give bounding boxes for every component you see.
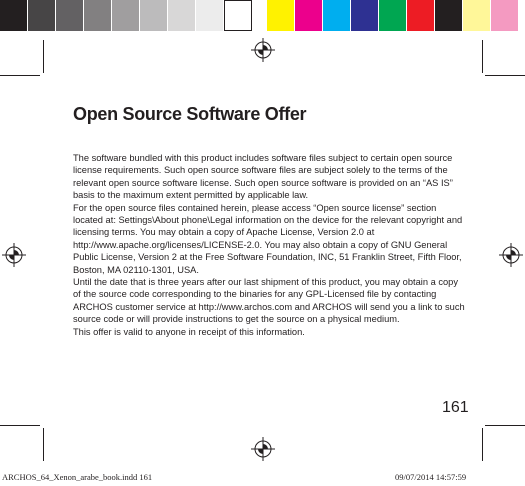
gray-swatch-4 [84,0,112,31]
process-color-bar [267,0,519,31]
paragraph-source-code-offer: Until the date that is three years after our last shipment of this product, you may obtain a copy of the source code corresponding to the binaries for any GPL-Licensed file by contacting ARCHOS customer service at http://www.archos.com and ARCHOS will send you a link to such source code or will provide instructions to get the source on a physical medium. [73,277,465,325]
color-swatch-3 [323,0,351,31]
color-swatch-8 [463,0,491,31]
crop-mark-top-left-h [0,75,40,76]
gray-swatch-9 [224,0,252,31]
paragraph-license-intro: The software bundled with this product includes software files subject to certain open source license requirements. Such open source software files are subject solely to the terms of the relevant open source software license. Such open source software is provided on an “AS IS” basis to the maximum extent permitted by applicable law. [73,153,453,201]
body-text [73,152,465,338]
grayscale-color-bar [0,0,252,31]
registration-mark-top-icon [251,38,275,62]
color-swatch-1 [267,0,295,31]
color-swatch-9 [491,0,519,31]
registration-mark-bottom-icon [251,437,275,461]
page-title: Open Source Software Offer [73,104,307,124]
color-swatch-7 [435,0,463,31]
crop-mark-bottom-right-h [485,425,525,426]
paragraph-license-location: For the open source files contained herein, please access “Open source license” section located at: Settings\About phone\Legal information on the device for the relevant copyright and licensing terms. You may obtain a copy of Apache License, Version 2.0 at http://www.apache.org/licenses/LICENSE-2.0. You may also obtain a copy of GNU General Public License, Version 2 at the Free Software Foundation, INC, 51 Franklin Street, Fifth Floor, Boston, MA 02110-1301, USA. [73,202,463,275]
color-swatch-4 [351,0,379,31]
crop-mark-bottom-left [43,428,44,461]
gray-swatch-5 [112,0,140,31]
registration-mark-left-icon [2,243,26,267]
slug-timestamp: 09/07/2014 14:57:59 [395,472,467,482]
page-number: 161 [442,399,469,416]
paragraph-offer-validity: This offer is valid to anyone in receipt of this information. [73,326,305,337]
color-swatch-5 [379,0,407,31]
color-swatch-6 [407,0,435,31]
gray-swatch-6 [140,0,168,31]
slug-filename: ARCHOS_64_Xenon_arabe_book.indd 161 [2,472,153,482]
gray-swatch-7 [168,0,196,31]
crop-mark-top-right-h [485,75,525,76]
gray-swatch-3 [56,0,84,31]
crop-mark-bottom-right [482,428,483,461]
crop-mark-bottom-left-h [0,425,40,426]
crop-mark-top-right [482,40,483,73]
gray-swatch-8 [196,0,224,31]
gray-swatch-2 [28,0,56,31]
crop-mark-top-left [43,40,44,73]
registration-mark-right-icon [499,243,523,267]
gray-swatch-1 [0,0,28,31]
color-swatch-2 [295,0,323,31]
